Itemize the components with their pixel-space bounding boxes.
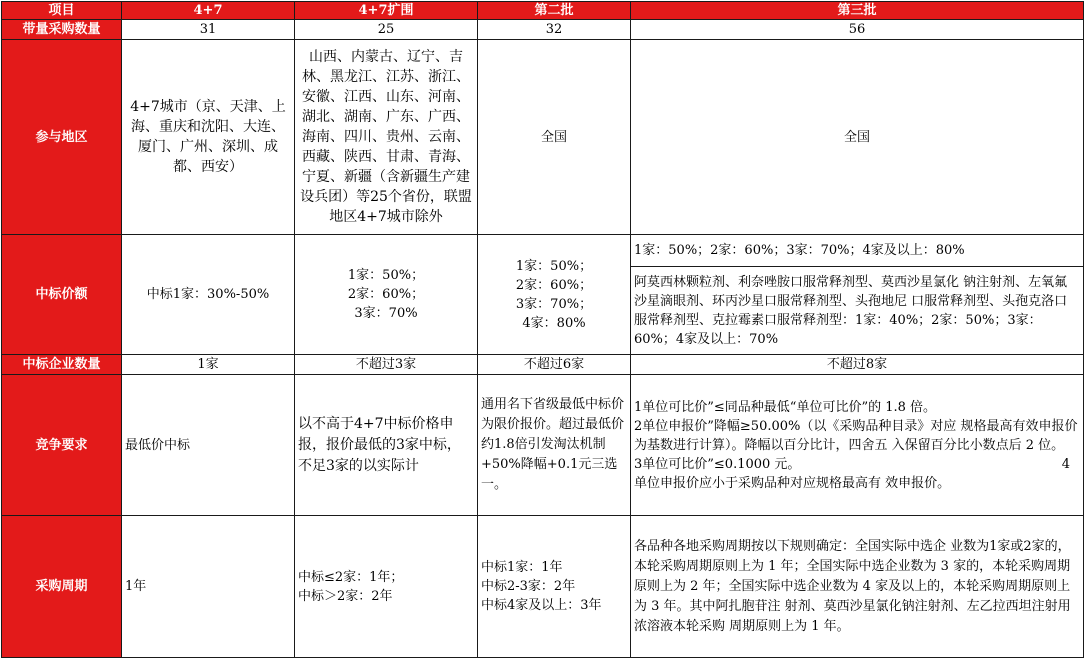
header-item: 项目 [2, 2, 122, 20]
price-batch2: 1家：50%； 2家：60%； 3家：70%； 4家：80% [478, 235, 631, 355]
volume-label: 带量采购数量 [2, 20, 122, 40]
cycle-batch3: 各品种各地采购周期按以下规则确定：全国实际中选企 业数为1家或2家的，本轮采购周期原则上为 1 年；全国实际中选企业数为 3 家的，本轮采购周期原则上为 2 年；全国实际中选企业数为 4 家及以上的，本轮采购周期原则上为 3 年。其中阿扎胞苷注 射剂、莫西沙星氯化钠注射剂、左乙拉西坦注射用浓溶液本轮采购 周期原则上为 1 年。 [631, 516, 1084, 658]
competition-batch3-rule4-number: 4 [1061, 456, 1070, 472]
volume-4plus7-expansion: 25 [295, 20, 478, 40]
winners-4plus7-expansion: 不超过3家 [295, 355, 478, 375]
region-row [2, 40, 1084, 235]
cycle-batch2: 中标1家：1年 中标2-3家：2年 中标4家及以上：3年 [478, 516, 631, 658]
region-4plus7-expansion: 山西、内蒙古、辽宁、吉林、黑龙江、江苏、浙江、安徽、江西、山东、河南、湖北、湖南、广东、广西、海南、四川、贵州、云南、西藏、陕西、甘肃、青海、宁夏、新疆（含新疆生产建设兵团）等25个省份，联盟地区4+7城市除外 [295, 40, 478, 235]
competition-label: 竞争要求 [2, 375, 122, 516]
competition-4plus7-expansion: 以不高于4+7中标价格申报，报价最低的3家中标，不足3家的以实际计 [295, 375, 478, 516]
header-4plus7: 4+7 [122, 2, 295, 20]
volume-batch3: 56 [631, 20, 1084, 40]
cycle-4plus7-expansion: 中标≤2家：1年； 中标＞2家：2年 [295, 516, 478, 658]
competition-batch3-rule4: 单位申报价应小于采购品种对应规格最高有 效申报价。 [634, 475, 951, 491]
comparison-table [1, 1, 1084, 658]
competition-batch3-rule1: 1单位可比价”≤同品种最低“单位可比价”的 1.8 倍。 [634, 399, 937, 415]
header-row [2, 2, 1084, 20]
competition-batch3-rule3-line [634, 455, 1080, 474]
competition-4plus7: 最低价中标 [122, 375, 295, 516]
competition-batch3-rule2: 2单位申报价”降幅≥50.00%（以《采购品种目录》对应 规格最高有效申报价为基数进行计算）。降幅以百分比计，四舍五 入保留百分比小数点后 2 位。 [634, 418, 1078, 453]
competition-row [2, 375, 1084, 516]
price-batch3-special: 阿莫西林颗粒剂、利奈唑胺口服常释剂型、莫西沙星氯化 钠注射剂、左氧氟沙星滴眼剂、环丙沙星口服常释剂型、头孢地尼 口服常释剂型、头孢克洛口服常释剂型、克拉霉素口服常释剂型：1家：40%；2家：50%；3家：60%；4家及以上：70% [631, 267, 1084, 355]
winners-batch3: 不超过8家 [631, 355, 1084, 375]
competition-batch2: 通用名下省级最低中标价为限价报价。超过最低价约1.8倍引发淘汰机制+50%降幅+0.1元三选一。 [478, 375, 631, 516]
header-4plus7-expansion: 4+7扩围 [295, 2, 478, 20]
price-row-top [2, 235, 1084, 267]
region-batch3: 全国 [631, 40, 1084, 235]
winners-label: 中标企业数量 [2, 355, 122, 375]
price-4plus7: 中标1家：30%-50% [122, 235, 295, 355]
cycle-row [2, 516, 1084, 658]
price-label: 中标价额 [2, 235, 122, 355]
region-4plus7: 4+7城市（京、天津、上海、重庆和沈阳、大连、厦门、广州、深圳、成都、西安） [122, 40, 295, 235]
volume-4plus7: 31 [122, 20, 295, 40]
competition-batch3 [631, 375, 1084, 516]
header-batch3: 第三批 [631, 2, 1084, 20]
winners-row [2, 355, 1084, 375]
region-label: 参与地区 [2, 40, 122, 235]
volume-row [2, 20, 1084, 40]
volume-batch2: 32 [478, 20, 631, 40]
price-batch3-general: 1家：50%；2家：60%；3家：70%；4家及以上：80% [631, 235, 1084, 267]
cycle-label: 采购周期 [2, 516, 122, 658]
price-4plus7-expansion: 1家：50%； 2家：60%； 3家：70% [295, 235, 478, 355]
region-batch2: 全国 [478, 40, 631, 235]
winners-batch2: 不超过6家 [478, 355, 631, 375]
winners-4plus7: 1家 [122, 355, 295, 375]
cycle-4plus7: 1年 [122, 516, 295, 658]
header-batch2: 第二批 [478, 2, 631, 20]
competition-batch3-rule3: 3单位可比价”≤0.1000 元。 [634, 456, 801, 472]
